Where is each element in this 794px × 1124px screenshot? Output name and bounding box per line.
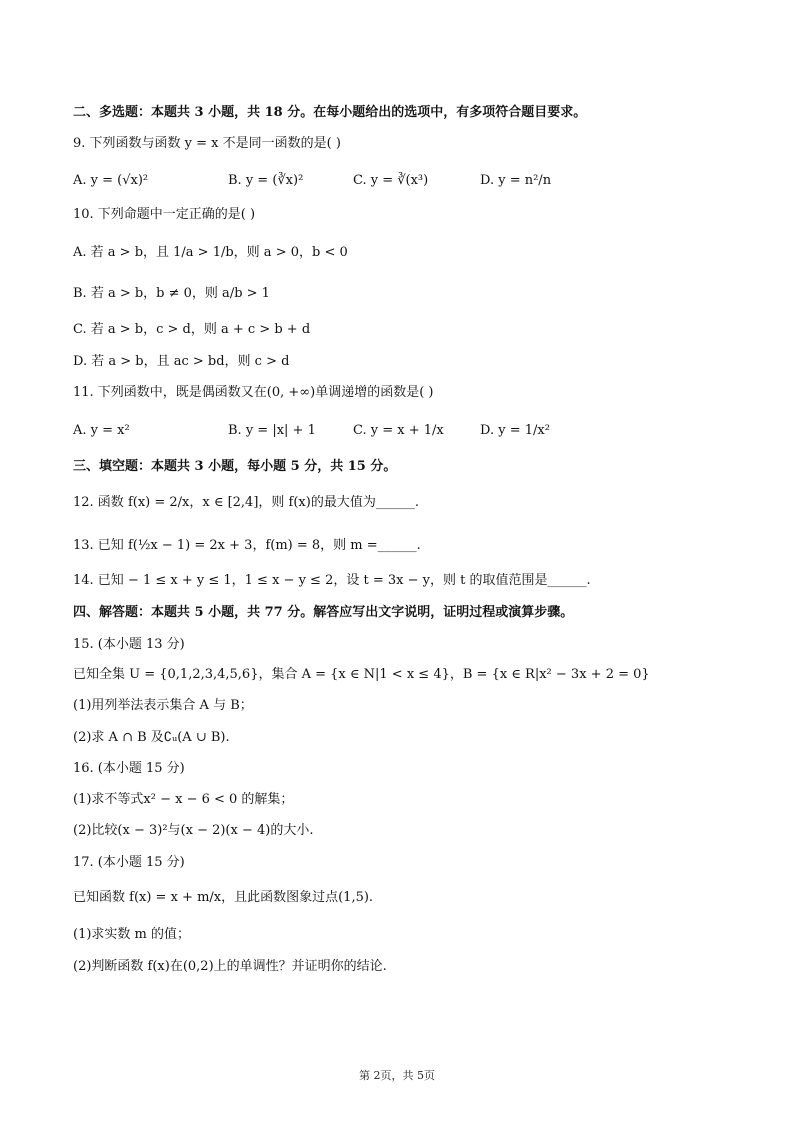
q10-option-c: C. 若 a > b，c > d，则 a + c > b + d	[73, 322, 311, 337]
q15-part-1: (1)用列举法表示集合 A 与 B；	[73, 698, 253, 713]
page-footer: 第 2页，共 5页	[359, 1069, 435, 1082]
q9-option-c: C. y = ∛(x³)	[353, 173, 429, 188]
q10-option-a: A. 若 a > b，且 1/a > 1/b，则 a > 0，b < 0	[73, 245, 348, 260]
question-10-stem: 10. 下列命题中一定正确的是( )	[73, 207, 256, 222]
question-11-stem: 11. 下列函数中，既是偶函数又在(0, +∞)单调递增的函数是( )	[73, 385, 434, 400]
section-heading-multi-choice: 二、多选题：本题共 3 小题，共 18 分。在每小题给出的选项中，有多项符合题目要求。	[73, 105, 587, 120]
question-17-stem: 已知函数 f(x) = x + m/x，且此函数图象过点(1,5).	[73, 890, 374, 905]
q17-part-1: (1)求实数 m 的值；	[73, 927, 191, 942]
question-12: 12. 函数 f(x) = 2/x，x ∈ [2,4]，则 f(x)的最大值为______.	[73, 495, 419, 510]
q11-option-c: C. y = x + 1/x	[353, 423, 444, 438]
q9-option-b: B. y = (∛x)²	[228, 173, 304, 188]
question-17-title: 17. (本小题 15 分)	[73, 855, 185, 870]
question-13: 13. 已知 f(½x − 1) = 2x + 3，f(m) = 8，则 m =______.	[73, 538, 421, 553]
section-heading-answer: 四、解答题：本题共 5 小题，共 77 分。解答应写出文字说明，证明过程或演算步骤。	[73, 605, 574, 620]
q11-option-d: D. y = 1/x²	[480, 423, 550, 438]
question-15-title: 15. (本小题 13 分)	[73, 637, 185, 652]
q10-option-b: B. 若 a > b，b ≠ 0，则 a/b > 1	[73, 286, 270, 301]
q11-option-a: A. y = x²	[73, 423, 130, 438]
q11-option-b: B. y = |x| + 1	[228, 423, 316, 438]
q15-part-2: (2)求 A ∩ B 及∁ᵤ(A ∪ B).	[73, 730, 230, 745]
question-15-stem: 已知全集 U = {0,1,2,3,4,5,6}，集合 A = {x ∈ N|1 < x ≤ 4}，B = {x ∈ R|x² − 3x + 2 = 0}	[73, 667, 650, 682]
question-14: 14. 已知 − 1 ≤ x + y ≤ 1，1 ≤ x − y ≤ 2，设 t = 3x − y，则 t 的取值范围是______.	[73, 573, 591, 588]
q9-option-a: A. y = (√x)²	[73, 173, 149, 188]
q10-option-d: D. 若 a > b，且 ac > bd，则 c > d	[73, 354, 290, 369]
q9-option-d: D. y = n²/n	[480, 173, 552, 188]
section-heading-fill-blank: 三、填空题：本题共 3 小题，每小题 5 分，共 15 分。	[73, 459, 397, 474]
question-16-title: 16. (本小题 15 分)	[73, 761, 185, 776]
question-9-stem: 9. 下列函数与函数 y = x 不是同一函数的是( )	[73, 136, 341, 151]
q17-part-2: (2)判断函数 f(x)在(0,2)上的单调性？并证明你的结论.	[73, 959, 387, 974]
q16-part-2: (2)比较(x − 3)²与(x − 2)(x − 4)的大小.	[73, 823, 314, 838]
q16-part-1: (1)求不等式x² − x − 6 < 0 的解集；	[73, 792, 294, 807]
